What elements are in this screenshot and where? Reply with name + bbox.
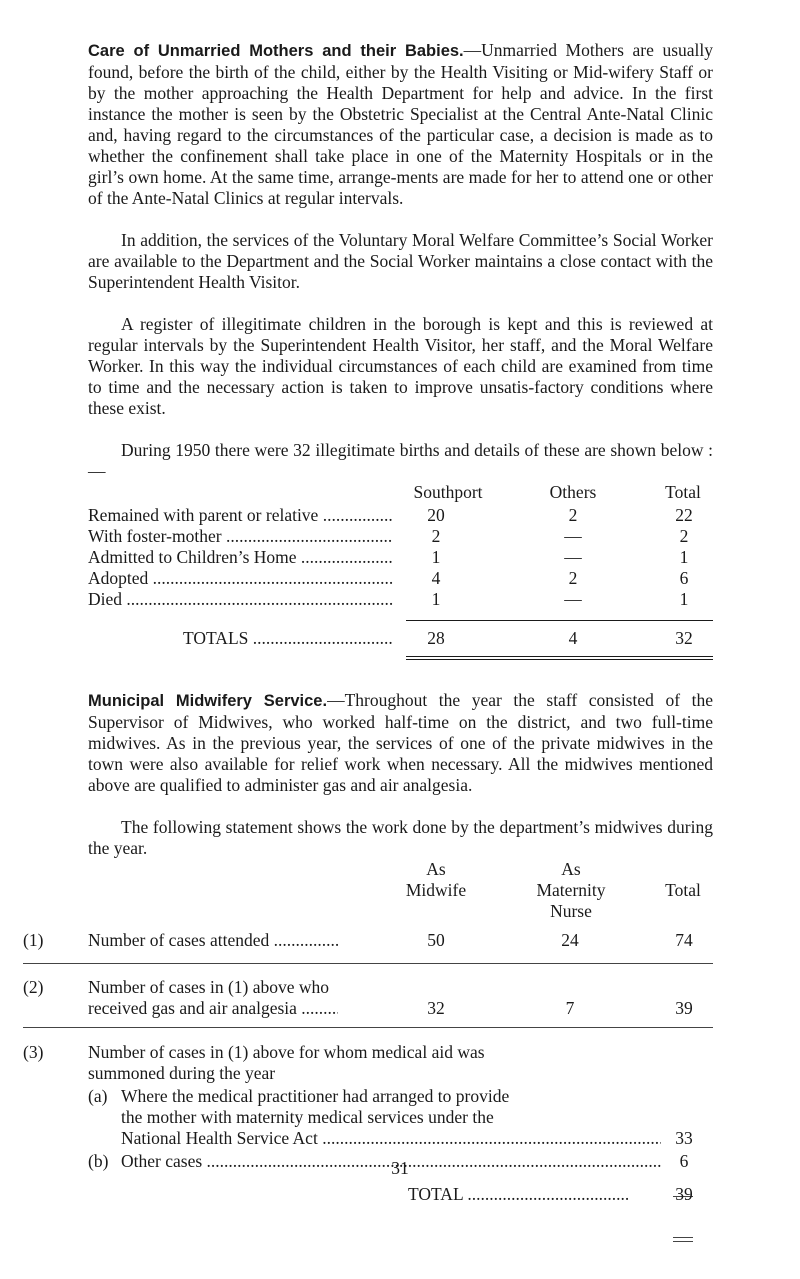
table1-row-label: Adopted ..... bbox=[88, 568, 393, 589]
table1-total-cell: 4 bbox=[568, 628, 578, 648]
paragraph-social-worker: In addition, the services of the Voluntary Moral Welfare Committee’s Social Worker are available to the Department and the Social Worker maintains a close contact with the Superintendent Health Visitor. bbox=[88, 230, 713, 292]
table2-row-2-label-2: received gas and air analgesia ..... bbox=[88, 998, 338, 1019]
table1-cell: 2 bbox=[431, 526, 441, 546]
table1-cell: 2 bbox=[679, 526, 689, 546]
table2-row-3-label-1: Number of cases in (1) above for whom medical aid was bbox=[88, 1042, 485, 1062]
table2-row-3-line-2 bbox=[88, 1063, 713, 1084]
table2-row-3a bbox=[88, 1086, 713, 1149]
table1-top-rule bbox=[406, 620, 713, 621]
table2-row-3-line-1 bbox=[88, 1042, 713, 1063]
table2-row-1-num: (1) bbox=[23, 930, 44, 950]
table1-row bbox=[88, 547, 713, 568]
table2-total-double-rule bbox=[673, 1237, 693, 1242]
midwives-work-table bbox=[23, 859, 713, 1279]
heading-midwifery: Municipal Midwifery Service. bbox=[88, 692, 328, 710]
heading-unmarried-mothers: Care of Unmarried Mothers and their Babies. bbox=[88, 42, 464, 60]
table1-total-cell: 28 bbox=[427, 628, 445, 648]
paragraph-register: A register of illegitimate children in the borough is kept and this is reviewed at regular intervals by the Superintendent Health Visitor, her staff, and the Moral Welfare Worker. In this way the individual circumstances of each child are examined from time to time and the necessary action is taken to improve unsatis-factory conditions where these exist. bbox=[88, 314, 713, 418]
paragraph-midwifery-text: —Throughout the year the staff consisted of the Supervisor of Midwives, who worked half-time on the district, and two full-time midwives. As in the previous year, the services of one of the private midwives in the town were also available for relief work when necessary. All the midwives mentioned above are qualified to administer gas and air analgesia. bbox=[88, 690, 713, 795]
table1-totals-row bbox=[88, 628, 713, 649]
paragraph-unmarried-mothers-text: —Unmarried Mothers are usually found, before the birth of the child, either by the Health Visiting or Mid-wifery Staff or by the mother approaching the Health Department for help and advice. In the first instance the mother is seen by the Obstetric Specialist at the Central Ante-Natal Clinic and, having regard to the circumstances of the particular case, a decision is made as to whether the confinement shall take place in one of the Maternity Hospitals or in the girl’s own home. At the same time, arrange-ments are made for her to attend one or other of the Ante-Natal Clinics at regular intervals. bbox=[88, 40, 714, 208]
table2-total-label: TOTAL ..... bbox=[88, 1184, 628, 1205]
table2-cell: 74 bbox=[675, 930, 693, 950]
table1-cell: — bbox=[564, 547, 582, 567]
table2-rule-2 bbox=[23, 1027, 713, 1028]
table1-cell: 2 bbox=[568, 568, 578, 588]
paragraph-statement-intro: The following statement shows the work done by the department’s midwives during the year. bbox=[88, 817, 713, 858]
table2-row-3a-label-3: National Health Service Act ..... bbox=[121, 1128, 661, 1149]
table1-cell: 2 bbox=[568, 505, 578, 525]
document-page bbox=[23, 40, 714, 1279]
table1-row bbox=[88, 589, 713, 610]
table2-rule-1 bbox=[23, 963, 713, 964]
table1-header-row bbox=[88, 482, 713, 505]
table1-total-cell: 32 bbox=[675, 628, 693, 648]
table2-row-2 bbox=[23, 977, 713, 1019]
table2-header-as-1: As bbox=[426, 859, 446, 879]
table2-row-3b-value: 6 bbox=[679, 1151, 689, 1171]
table2-row-1-label: Number of cases attended ..... bbox=[88, 930, 338, 951]
table2-row-3b-num: (b) bbox=[88, 1151, 109, 1171]
table2-row-2-num: (2) bbox=[23, 977, 44, 997]
illegitimate-births-table bbox=[88, 482, 713, 682]
table1-totals-label: TOTALS ..... bbox=[88, 628, 393, 649]
table1-cell: 1 bbox=[679, 547, 689, 567]
table1-cell: — bbox=[564, 589, 582, 609]
table2-header-total: Total bbox=[665, 880, 701, 900]
table1-header-others: Others bbox=[549, 482, 597, 502]
table2-header-as-2: As bbox=[561, 859, 581, 879]
table2-header-row-2 bbox=[88, 880, 713, 901]
table2-row-3a-value: 33 bbox=[675, 1128, 693, 1148]
table1-cell: 4 bbox=[431, 568, 441, 588]
table2-cell: 24 bbox=[561, 930, 579, 950]
table2-row-1 bbox=[23, 930, 713, 951]
table2-row-3a-label-2: the mother with maternity medical services under the bbox=[121, 1107, 494, 1127]
table2-cell: 39 bbox=[675, 998, 693, 1018]
table2-row-3b-label: Other cases ..... bbox=[88, 1151, 661, 1172]
table1-row bbox=[88, 526, 713, 547]
table1-double-rule bbox=[406, 656, 713, 660]
table1-cell: — bbox=[564, 526, 582, 546]
table2-total-value: 39 bbox=[675, 1184, 693, 1204]
table2-row-3 bbox=[23, 1042, 713, 1205]
table1-header-total: Total bbox=[665, 482, 701, 502]
table2-row-3a-line-2 bbox=[88, 1107, 713, 1128]
table2-header-row-1 bbox=[88, 859, 713, 880]
table1-cell: 22 bbox=[675, 505, 693, 525]
table1-cell: 6 bbox=[679, 568, 689, 588]
table1-row-label: Died ..... bbox=[88, 589, 393, 610]
table1-cell: 1 bbox=[431, 547, 441, 567]
table1-row bbox=[88, 568, 713, 589]
table1-cell: 1 bbox=[431, 589, 441, 609]
table1-row-label: Admitted to Children’s Home ..... bbox=[88, 547, 393, 568]
table2-row-2-label-1: Number of cases in (1) above who bbox=[88, 977, 330, 997]
table2-row-2-line-1 bbox=[88, 977, 713, 998]
table2-cell: 32 bbox=[427, 998, 445, 1018]
table2-total-row bbox=[88, 1184, 713, 1205]
table2-cell: 7 bbox=[565, 998, 575, 1018]
table2-header-maternity: Maternity bbox=[536, 880, 606, 900]
page-number: 31 bbox=[391, 1158, 409, 1178]
table2-header-nurse: Nurse bbox=[550, 901, 592, 921]
table2-row-3-label-2: summoned during the year bbox=[88, 1063, 276, 1083]
table1-row-label: Remained with parent or relative ..... bbox=[88, 505, 393, 526]
table2-cell: 50 bbox=[427, 930, 445, 950]
table2-row-3a-line-3 bbox=[88, 1128, 713, 1149]
table2-header-row-3 bbox=[88, 901, 713, 922]
table2-row-3a-num: (a) bbox=[88, 1086, 108, 1106]
paragraph-midwifery bbox=[88, 690, 713, 796]
table2-row-3a-label-1: Where the medical practitioner had arranged to provide bbox=[121, 1086, 510, 1106]
table2-row-3-num: (3) bbox=[23, 1042, 44, 1062]
paragraph-births-intro: During 1950 there were 32 illegitimate births and details of these are shown below :— bbox=[88, 440, 713, 481]
table2-row-2-line-2 bbox=[88, 998, 713, 1019]
table2-header-midwife: Midwife bbox=[405, 880, 467, 900]
table1-cell: 1 bbox=[679, 589, 689, 609]
table1-header-southport: Southport bbox=[413, 482, 483, 502]
table1-cell: 20 bbox=[427, 505, 445, 525]
table1-row-label: With foster-mother ..... bbox=[88, 526, 393, 547]
table1-row bbox=[88, 505, 713, 526]
table2-row-3a-line-1 bbox=[88, 1086, 713, 1107]
paragraph-unmarried-mothers bbox=[88, 40, 713, 209]
